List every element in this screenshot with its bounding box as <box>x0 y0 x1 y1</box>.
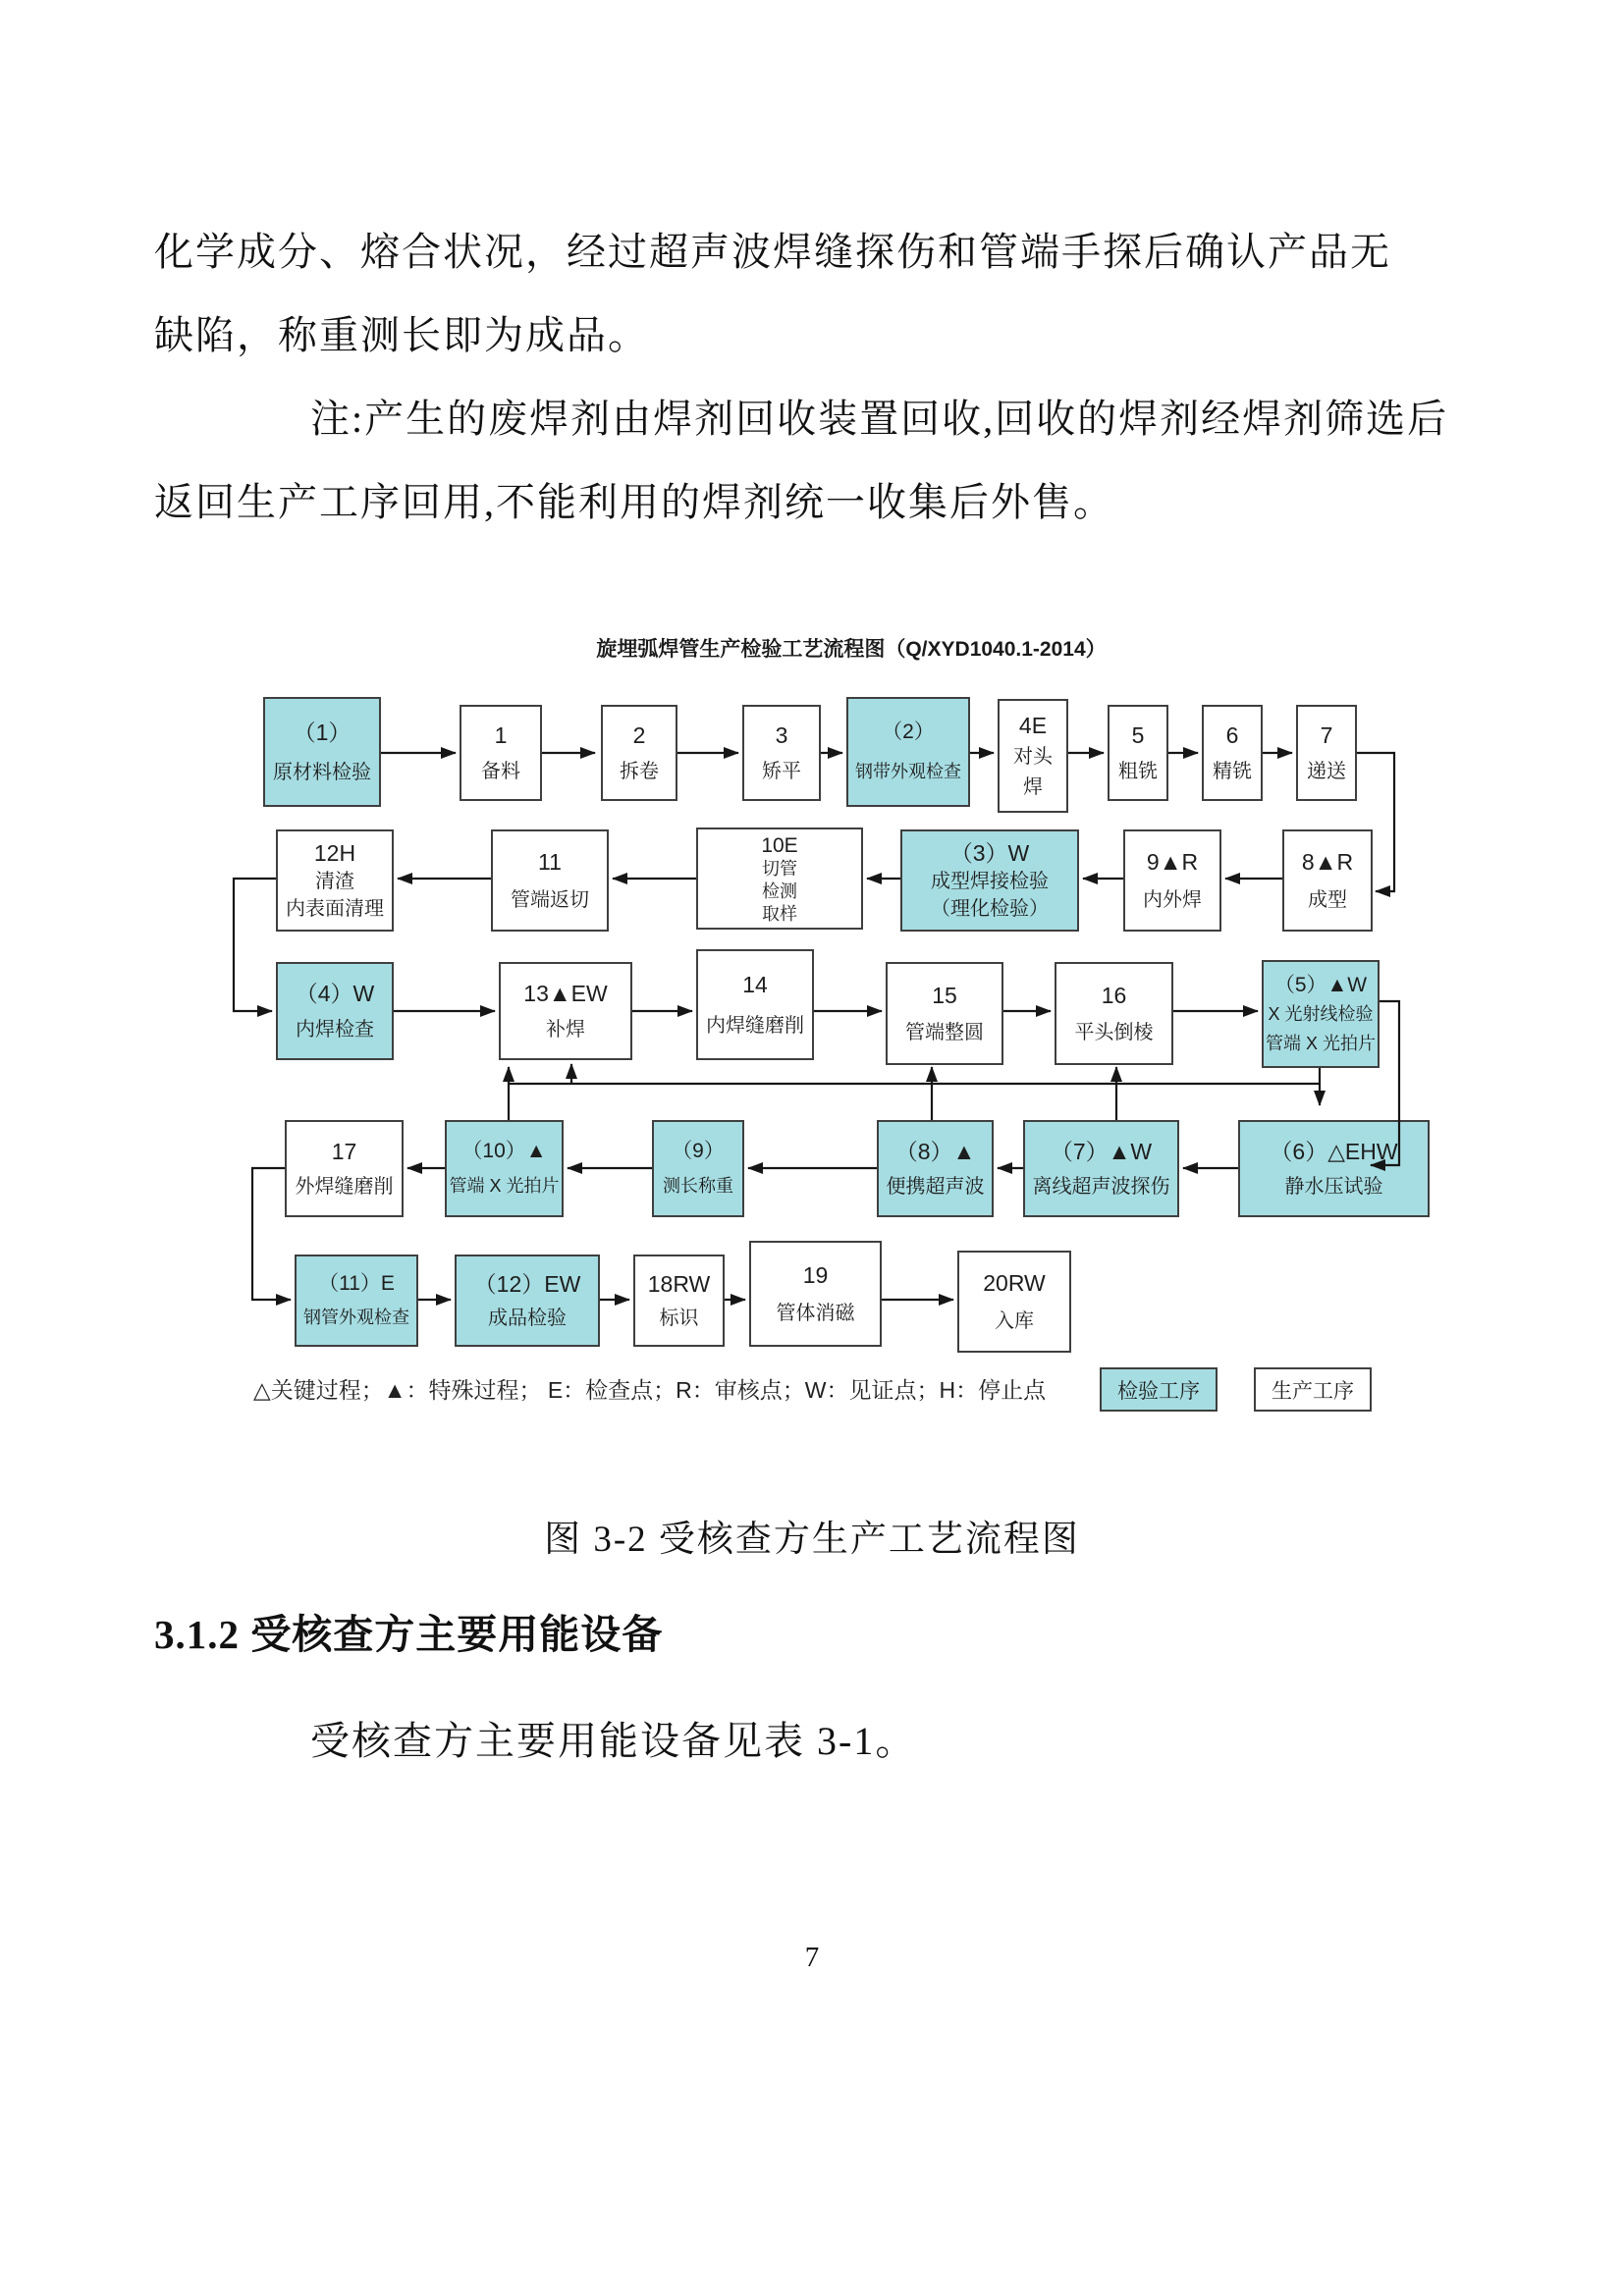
box-hydrostatic-test-code: （6）△EHW <box>1270 1138 1398 1164</box>
box-pipe-end-recutting-label: 管端返切 <box>511 888 589 911</box>
box-outer-weld-grinding-code: 17 <box>331 1138 357 1164</box>
box-pipe-end-xray-film <box>445 1120 564 1217</box>
box-flat-head-chamfering-label: 平头倒棱 <box>1074 1022 1154 1044</box>
section-heading: 3.1.2 受核查方主要用能设备 <box>154 1612 664 1657</box>
box-outer-weld-grinding <box>285 1120 404 1217</box>
box-offline-ultrasonic-inspection-code: （7）▲W <box>1050 1138 1153 1164</box>
box-pipe-end-recutting <box>491 829 609 932</box>
box-length-weight-measuring-code: （9） <box>672 1139 725 1162</box>
box-pipe-degaussing-label: 管体消磁 <box>776 1303 855 1325</box>
box-pipe-end-recutting-code: 11 <box>538 849 562 876</box>
legend-inspection-label: 检验工序 <box>1117 1379 1200 1403</box>
box-pipe-cutting-sampling-label: 取样 <box>762 904 797 924</box>
box-raw-material-inspection-code: （1） <box>293 720 352 745</box>
paragraph-line: 化学成分、熔合状况，经过超声波焊缝探伤和管端手探后确认产品无 <box>154 230 1391 274</box>
box-pipe-cutting-sampling <box>696 828 863 930</box>
box-inner-outer-welding-label: 内外焊 <box>1143 888 1202 911</box>
legend-production-box <box>1254 1367 1372 1412</box>
box-pipe-end-xray-film-label: 管端 X 光拍片 <box>449 1176 560 1197</box>
box-pipe-end-xray-film-code: （10）▲ <box>461 1139 547 1162</box>
box-forming <box>1282 829 1373 932</box>
box-feeding-code: 7 <box>1320 722 1333 749</box>
box-inner-weld-grinding-code: 14 <box>742 972 768 998</box>
box-warehousing-label: 入库 <box>995 1309 1034 1332</box>
box-slag-cleaning-code: 12H <box>313 840 356 866</box>
figure-caption: 图 3-2 受核查方生产工艺流程图 <box>544 1520 1080 1560</box>
box-offline-ultrasonic-inspection <box>1023 1120 1179 1217</box>
box-slag-cleaning-label: 内表面清理 <box>286 898 384 920</box>
box-uncoiling-code: 2 <box>632 722 646 749</box>
box-length-weight-measuring <box>652 1120 744 1217</box>
box-warehousing <box>957 1251 1071 1353</box>
box-hydrostatic-test-label: 静水压试验 <box>1284 1176 1383 1199</box>
box-leveling-label: 矫平 <box>762 760 801 782</box>
box-rough-milling-label: 粗铣 <box>1118 760 1158 782</box>
box-butt-welding-label: 对头 <box>1013 746 1053 768</box>
box-warehousing-code: 20RW <box>983 1270 1046 1297</box>
box-strip-appearance-inspection <box>846 697 970 807</box>
box-pipe-appearance-inspection-label: 钢管外观检查 <box>303 1308 409 1327</box>
box-pipe-degaussing <box>749 1241 882 1347</box>
box-outer-weld-grinding-label: 外焊缝磨削 <box>295 1176 394 1199</box>
box-leveling <box>742 705 821 801</box>
box-inner-weld-grinding <box>696 949 814 1060</box>
box-forming-label: 成型 <box>1308 888 1347 911</box>
box-strip-appearance-inspection-label: 钢带外观检查 <box>855 762 961 781</box>
paragraph: 受核查方主要用能设备见表 3-1。 <box>310 1719 917 1763</box>
box-repair-welding <box>499 962 632 1060</box>
box-inner-weld-inspection-label: 内焊检查 <box>296 1019 374 1041</box>
box-forming-welding-inspection <box>900 829 1079 932</box>
paragraph-line: 缺陷，称重测长即为成品。 <box>154 313 649 357</box>
box-fine-milling-label: 精铣 <box>1213 760 1252 782</box>
box-uncoiling <box>601 705 677 801</box>
box-rough-milling-code: 5 <box>1131 722 1145 749</box>
box-repair-welding-label: 补焊 <box>546 1019 585 1041</box>
box-raw-material-inspection <box>263 697 381 807</box>
box-inner-weld-grinding-label: 内焊缝磨削 <box>706 1014 804 1037</box>
box-butt-welding <box>998 699 1068 813</box>
box-rough-milling <box>1108 705 1168 801</box>
box-offline-ultrasonic-inspection-label: 离线超声波探伤 <box>1032 1176 1170 1199</box>
box-raw-material-inspection-label: 原材料检验 <box>273 762 371 783</box>
box-pipe-end-rounding-code: 15 <box>932 982 957 1008</box>
note-line: 返回生产工序回用,不能利用的焊剂统一收集后外售。 <box>154 480 1114 524</box>
box-fine-milling <box>1202 705 1263 801</box>
box-marking-label: 标识 <box>659 1308 699 1329</box>
box-inner-weld-inspection <box>276 962 394 1060</box>
box-feeding-label: 递送 <box>1307 760 1346 782</box>
box-finished-product-inspection <box>455 1255 600 1347</box>
box-pipe-cutting-sampling-code: 10E <box>761 834 798 857</box>
box-xray-inspection-code: （5）▲W <box>1273 973 1368 996</box>
box-repair-welding-code: 13▲EW <box>523 981 608 1006</box>
box-slag-cleaning <box>276 829 394 932</box>
box-pipe-degaussing-code: 19 <box>802 1261 829 1288</box>
box-marking <box>633 1255 725 1347</box>
box-strip-appearance-inspection-code: （2） <box>882 721 935 743</box>
box-xray-inspection-label: X 光射线检验 <box>1268 1004 1374 1024</box>
box-pipe-end-rounding <box>886 962 1003 1065</box>
box-length-weight-measuring-label: 测长称重 <box>663 1176 733 1197</box>
box-marking-code: 18RW <box>647 1271 711 1297</box>
box-forming-welding-inspection-label: （理化检验） <box>931 898 1049 920</box>
box-hydrostatic-test <box>1238 1120 1430 1217</box>
box-forming-code: 8▲R <box>1301 849 1354 876</box>
box-pipe-appearance-inspection-code: （11）E <box>318 1272 395 1295</box>
box-flat-head-chamfering <box>1055 962 1173 1065</box>
box-xray-inspection-label: 管端 X 光拍片 <box>1265 1033 1376 1053</box>
box-finished-product-inspection-label: 成品检验 <box>488 1308 567 1329</box>
page-number: 7 <box>804 1942 820 1973</box>
flowchart-title: 旋埋弧焊管生产检验工艺流程图（Q/XYD1040.1-2014） <box>596 638 1107 661</box>
box-inner-weld-inspection-code: （4）W <box>295 981 375 1006</box>
box-butt-welding-label: 焊 <box>1023 776 1043 798</box>
box-portable-ultrasonic-label: 便携超声波 <box>886 1176 985 1199</box>
box-inner-outer-welding-code: 9▲R <box>1146 849 1199 876</box>
box-pipe-appearance-inspection <box>295 1255 418 1347</box>
note-line: 注:产生的废焊剂由焊剂回收装置回收,回收的焊剂经焊剂筛选后 <box>310 397 1449 441</box>
box-fine-milling-code: 6 <box>1225 722 1239 749</box>
box-finished-product-inspection-code: （12）EW <box>473 1271 581 1297</box>
box-pipe-cutting-sampling-label: 切管 <box>762 859 797 879</box>
box-xray-inspection <box>1262 960 1380 1068</box>
box-feeding <box>1296 705 1357 801</box>
box-portable-ultrasonic-code: （8）▲ <box>894 1138 976 1164</box>
legend-production-label: 生产工序 <box>1272 1379 1354 1403</box>
box-material-preparation-label: 备料 <box>481 760 520 782</box>
box-pipe-end-rounding-label: 管端整圆 <box>905 1022 984 1044</box>
box-forming-welding-inspection-code: （3）W <box>949 840 1030 866</box>
box-slag-cleaning-label: 清渣 <box>315 871 354 892</box>
box-portable-ultrasonic <box>877 1120 994 1217</box>
box-pipe-cutting-sampling-label: 检测 <box>762 881 797 901</box>
box-forming-welding-inspection-label: 成型焊接检验 <box>931 871 1049 892</box>
box-uncoiling-label: 拆卷 <box>620 760 659 782</box>
box-material-preparation-code: 1 <box>494 722 508 749</box>
box-leveling-code: 3 <box>775 722 788 749</box>
box-inner-outer-welding <box>1123 829 1221 932</box>
legend-inspection-box <box>1100 1367 1218 1412</box>
box-material-preparation <box>460 705 542 801</box>
box-butt-welding-code: 4E <box>1018 713 1048 738</box>
legend-note: △关键过程；▲：特殊过程； E：检查点；R：审核点；W：见证点；H：停止点 <box>253 1377 1047 1403</box>
box-flat-head-chamfering-code: 16 <box>1101 982 1127 1008</box>
